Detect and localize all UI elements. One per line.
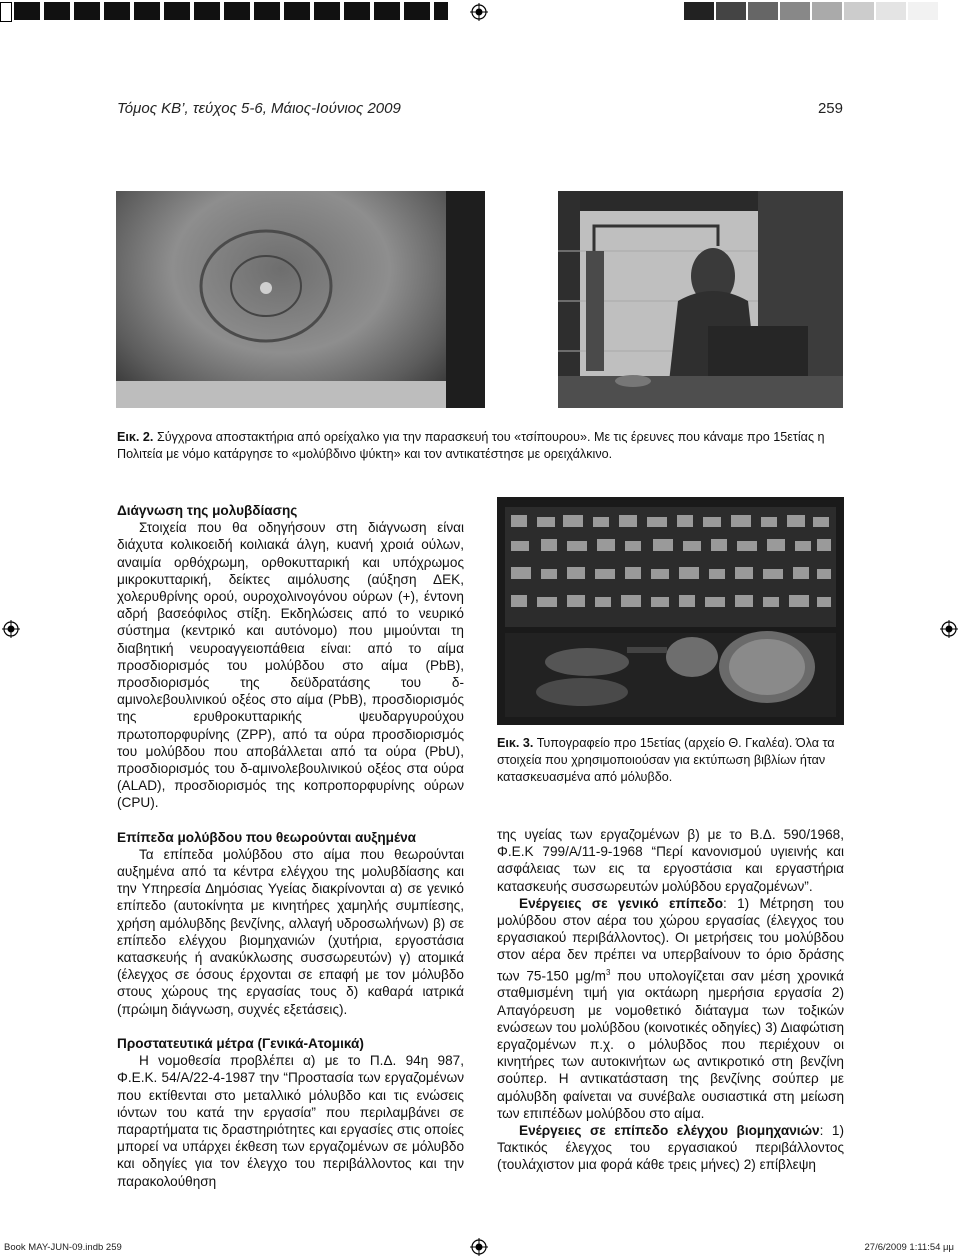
color-swatch xyxy=(194,2,220,20)
color-swatch xyxy=(104,2,130,20)
figure-3-caption xyxy=(497,735,844,786)
section-title-protective-measures: Προστατευτικά μέτρα (Γενικά-Ατομικά) xyxy=(117,1035,364,1051)
color-swatch xyxy=(876,2,906,20)
color-swatch xyxy=(224,2,250,20)
paragraph-industry-level xyxy=(497,1122,844,1174)
section-title-levels: Επίπεδα μολύβδου που θεωρούνται αυξημένα xyxy=(117,829,416,845)
color-swatch xyxy=(812,2,842,20)
color-swatch xyxy=(344,2,370,20)
paragraph-legislation-cont: της υγείας των εργαζομένων β) με το Β.Δ. 590/1968, Φ.Ε.Κ 799/Α/11-9-1968 “Περί κανονισμού υγιεινής και ασφάλειας των εις τα εργοστάσια και εργαστήρια κατασκευής συσσωρευτών μολύβδου εργαζομένων”. xyxy=(497,827,844,894)
color-swatch xyxy=(44,2,70,20)
color-swatch xyxy=(74,2,100,20)
color-swatch xyxy=(844,2,874,20)
registration-mark-icon xyxy=(940,620,958,638)
color-swatch xyxy=(716,2,746,20)
figure-3-label: Εικ. 3. xyxy=(497,736,534,750)
right-column xyxy=(497,826,844,1174)
paragraph-general-level xyxy=(497,895,844,1122)
industry-level-text: : 1) Τακτικός έλεγχος του εργασιακού περιβάλλοντος (τουλάχιστον μια φορά κάθε τρεις μήνες) 2) επίβλεψη xyxy=(497,1122,844,1173)
general-level-lead: Ενέργειες σε γενικό επίπεδο xyxy=(519,895,724,911)
figure-3-text: Τυπογραφείο προ 15ετίας (αρχείο Θ. Γκαλέα). Όλα τα στοιχεία που χρησιμοποιούσαν για εκτύπωση βιβλίων ήταν κατασκευασμένα από μόλυβδο. xyxy=(497,736,835,784)
section-title-diagnosis: Διάγνωση της μολυβδίασης xyxy=(117,503,298,518)
industry-level-lead: Ενέργειες σε επίπεδο ελέγχου βιομηχανιών xyxy=(519,1122,820,1138)
footer-file: Book MAY-JUN-09.indb 259 xyxy=(4,1242,122,1253)
figure-3-typecase-photo xyxy=(497,497,844,725)
color-swatch xyxy=(314,2,340,20)
color-swatch xyxy=(684,2,714,20)
figure-2-text: Σύγχρονα αποστακτήρια από ορείχαλκο για την παρασκευή του «τσίπουρου». Με τις έρευνες που κάναμε προ 15ετίας η Πολιτεία με νόμο κατάργησε το «μολύβδινο ψύκτη» και τον αντικατέστησε με ορειχάλκινο. xyxy=(117,430,825,461)
registration-mark-icon xyxy=(470,1238,488,1256)
registration-mark-icon xyxy=(470,3,488,21)
running-header xyxy=(117,100,843,117)
color-swatch xyxy=(284,2,310,20)
color-swatch xyxy=(780,2,810,20)
section-text-levels: Τα επίπεδα μολύβδου στο αίμα που θεωρούνται αυξημένα από τα κέντρα ελέγχου της μολυβδίασης και την Υπηρεσία Δημόσιας Υγείας διακρίνονται α) σε γενικό επίπεδο (αυτοκίνητα με κινητήρες χαμηλής συμπίεσης, χρήση αμόλυβδης βενζίνης, αλλαγή υδροσωλήνων) β) σε επίπεδο ελέγχου βιομηχανιών (χυτήρια, εργοστάσια κατασκευής ή ανακύκλωσης συσσωρευτών) γ) ατομικά (έλεγχος σε όσους έρχονται σε επαφή με τον μόλυβδο στους χώρους της εργασίας τους δ) καθαρά ιατρικά (πρώιμη διάγνωση, συχνές εξετάσεις). xyxy=(117,846,464,1017)
color-swatch xyxy=(374,2,400,20)
page-number: 259 xyxy=(817,100,843,117)
superscript-3: 3 xyxy=(605,967,611,977)
color-swatch xyxy=(404,2,430,20)
color-swatch xyxy=(748,2,778,20)
journal-issue: Τόμος ΚΒ’, τεύχος 5-6, Μάιος-Ιούνιος 2009 xyxy=(117,100,401,117)
figure-2-label: Εικ. 2. xyxy=(117,430,154,444)
left-column xyxy=(117,502,464,1190)
color-swatch xyxy=(134,2,160,20)
section-text-protective-measures: Η νομοθεσία προβλέπει α) με το Π.Δ. 94η 987, Φ.Ε.Κ. 54/Α/22-4-1987 την “Προστασία των εργαζομένων που εκτίθενται στο μεταλλικό μόλυβδο και τις ενώσεις ιόντων του κατά την εργασία” που περιλαμβάνει σε παραρτήματα τις δραστηριότητες και εργασίες στις οποίες μπορεί να υπάρχει έκθεση των εργαζομένων σε μόλυβδο και οδηγίες για τον έλεγχο του περιβάλλοντος και την παρακολούθηση xyxy=(117,1053,464,1189)
color-swatch xyxy=(164,2,190,20)
registration-mark-icon xyxy=(2,620,20,638)
general-level-text-b: που υπολογίζεται σαν μέση χρονικά σταθμισμένη τιμή για οκτάωρη ημερήσια εργασία 2) Απαγόρευση με νομοθετικό διάταγμα των τοξικών ενώσεων του μολύβδου (κοινοτικές οδηγίες) 3) Διαφώτιση εργαζομένων π.χ. ο μόλυβδος που περιέχουν οι κινητήρες των αυτοκινήτων ως αντικροτικό στη βενζίνη σούπερ. Η αντικατάσταση της βενζίνης σούπερ με αμόλυβδη φαίνεται να συνέβαλε ουσιαστικά στη μείωση των επιπέδων μολύβδου στο αίμα. xyxy=(497,968,844,1121)
section-text-diagnosis: Στοιχεία που θα οδηγήσουν στη διάγνωση είναι διάχυτα κολικοειδή κοιλιακά άλγη, κυανή χροιά ούλων, αναιμία ορθόχρωμη, ορθοκυτταρική και υπόχρωμος μικροκυτταρική, δείκτες αιμόλυσης (αύξηση ΔΕΚ, χολερυθρίνης ορού, ουροχολινογόνου ούρων (+), έντονη αδρή βασεόφιλος στίξη. Εκδηλώσεις από το νευρικό σύστημα (κεντρικό και αυτόνομο) που μιμούνται τη διαβητική νευροαγγειοπάθεια είναι: από το αίμα προσδιορισμός του μολύβδου στο αίμα (PbB), προσδιορισμός της δεϋδρατάσης του δ-αμινολεβουλινικού οξέος στο αίμα (PbB), προσδιορισμός της ερυθροκυτταρικής ψευδαργυρούχου πρωτοπορφυρίνης (ZPP), από τα ούρα προσδιορισμός του μολύβδου που αποβάλλεται από τα ούρα (PbU), προσδιορισμός του δ-αμινολεβουλινικού οξέος στα ούρα (ALAD), προσδιορισμός της κοπροπορφυρίνης ούρων (CPU). xyxy=(117,520,464,811)
color-swatch xyxy=(0,2,12,22)
color-swatch xyxy=(434,2,448,20)
figure-2-still-photo xyxy=(116,191,485,408)
footer-timestamp: 27/6/2009 1:11:54 μμ xyxy=(864,1242,954,1253)
figure-2-caption xyxy=(117,429,843,463)
color-swatch xyxy=(908,2,938,20)
color-swatch xyxy=(14,2,40,20)
figure-2-distillery-photo xyxy=(558,191,843,408)
general-level-text-a: : 1) Μέτρηση του μολύβδου στον αέρα του χώρου εργασίας (έλεγχος του εργασιακού περιβάλλοντος). Οι μετρήσεις του μολύβδου στον αέρα δεν πρέπει να υπερβαίνουν το όριο δράσης των 75-150 μg/m xyxy=(497,895,844,984)
color-swatch xyxy=(254,2,280,20)
